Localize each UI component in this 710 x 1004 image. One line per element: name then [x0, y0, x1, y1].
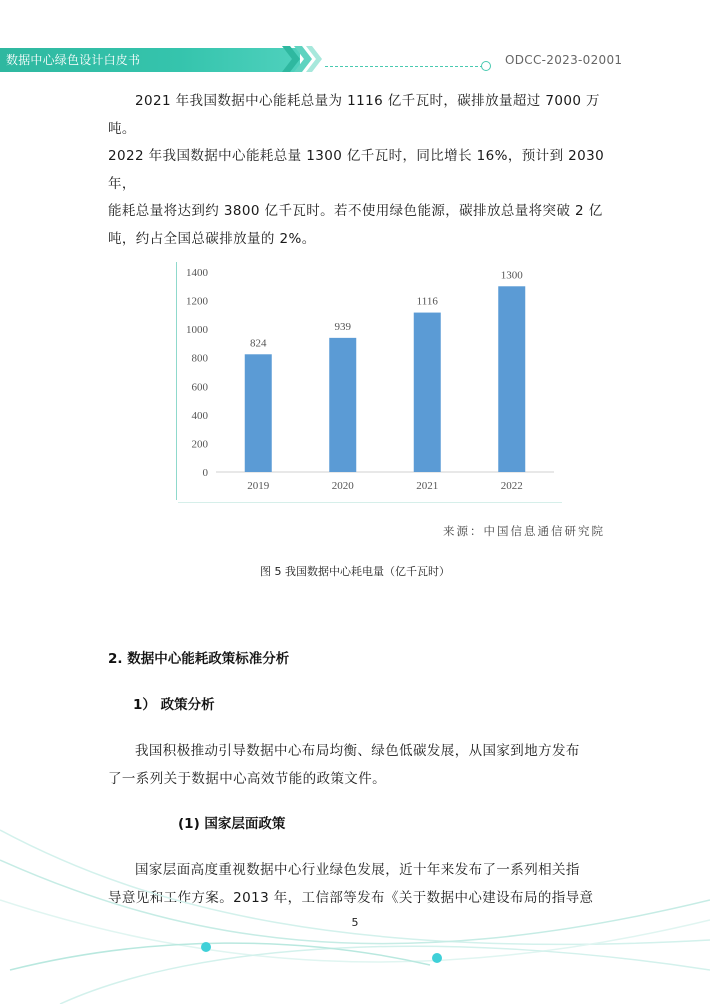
paragraph-line: 能耗总量将达到约 3800 亿千瓦时。若不使用绿色能源，碳排放总量将突破 2 亿 — [108, 203, 603, 219]
data-label: 1300 — [500, 269, 523, 282]
paragraph-line: 导意见和工作方案。2013 年，工信部等发布《关于数据中心建设布局的指导意 — [108, 889, 594, 906]
y-tick-label: 1000 — [186, 324, 208, 337]
decor-dot-icon — [201, 942, 211, 952]
header-dot-icon — [481, 61, 491, 71]
paragraph-line: 2021 年我国数据中心能耗总量为 1116 亿千瓦时，碳排放量超过 7000 万吨。 — [108, 93, 600, 137]
policy-paragraph — [108, 738, 608, 793]
y-tick-label: 1200 — [186, 295, 208, 308]
paragraph-line: 2022 年我国数据中心能耗总量 1300 亿千瓦时，同比增长 16%，预计到 2030 年， — [108, 148, 605, 192]
subsubsection-heading: (1) 国家层面政策 — [178, 816, 286, 832]
section-heading: 2. 数据中心能耗政策标准分析 — [108, 651, 290, 667]
paragraph-line: 吨，约占全国总碳排放量的 2%。 — [108, 230, 316, 247]
x-tick-label: 2022 — [500, 480, 523, 492]
paragraph-line: 我国积极推动引导数据中心布局均衡、绿色低碳发展，从国家到地方发布 — [135, 743, 580, 759]
bar — [414, 313, 441, 472]
header-title: 数据中心绿色设计白皮书 — [6, 53, 141, 67]
subsection-heading: 1） 政策分析 — [133, 697, 215, 713]
document-code: ODCC-2023-02001 — [505, 53, 623, 67]
y-tick-label: 0 — [202, 467, 208, 479]
y-tick-label: 1400 — [186, 267, 208, 279]
page-number: 5 — [351, 916, 359, 929]
x-tick-label: 2021 — [416, 480, 439, 492]
decor-dot-icon — [432, 953, 442, 963]
data-label: 939 — [334, 320, 351, 333]
data-label: 1116 — [416, 295, 438, 308]
bar — [498, 286, 525, 472]
y-tick-label: 200 — [191, 438, 208, 451]
intro-paragraph — [108, 88, 608, 253]
paragraph-line: 了一系列关于数据中心高效节能的政策文件。 — [108, 770, 386, 787]
y-tick-label: 400 — [191, 409, 208, 422]
y-tick-label: 800 — [191, 352, 208, 365]
chevron-arrows-icon — [282, 46, 326, 72]
bar — [329, 338, 356, 472]
figure-caption: 图 5 我国数据中心耗电量（亿千瓦时） — [260, 565, 450, 578]
data-label: 824 — [250, 337, 267, 350]
bar-chart — [170, 258, 564, 508]
paragraph-line: 国家层面高度重视数据中心行业绿色发展，近十年来发布了一系列相关指 — [135, 862, 580, 878]
x-tick-label: 2020 — [331, 480, 354, 492]
x-tick-label: 2019 — [247, 480, 270, 492]
header-dashed-line — [325, 66, 483, 67]
bar — [245, 354, 272, 472]
y-tick-label: 600 — [191, 381, 208, 394]
figure-source: 来源：中国信息通信研究院 — [443, 524, 605, 538]
decorative-curves — [0, 790, 710, 1004]
